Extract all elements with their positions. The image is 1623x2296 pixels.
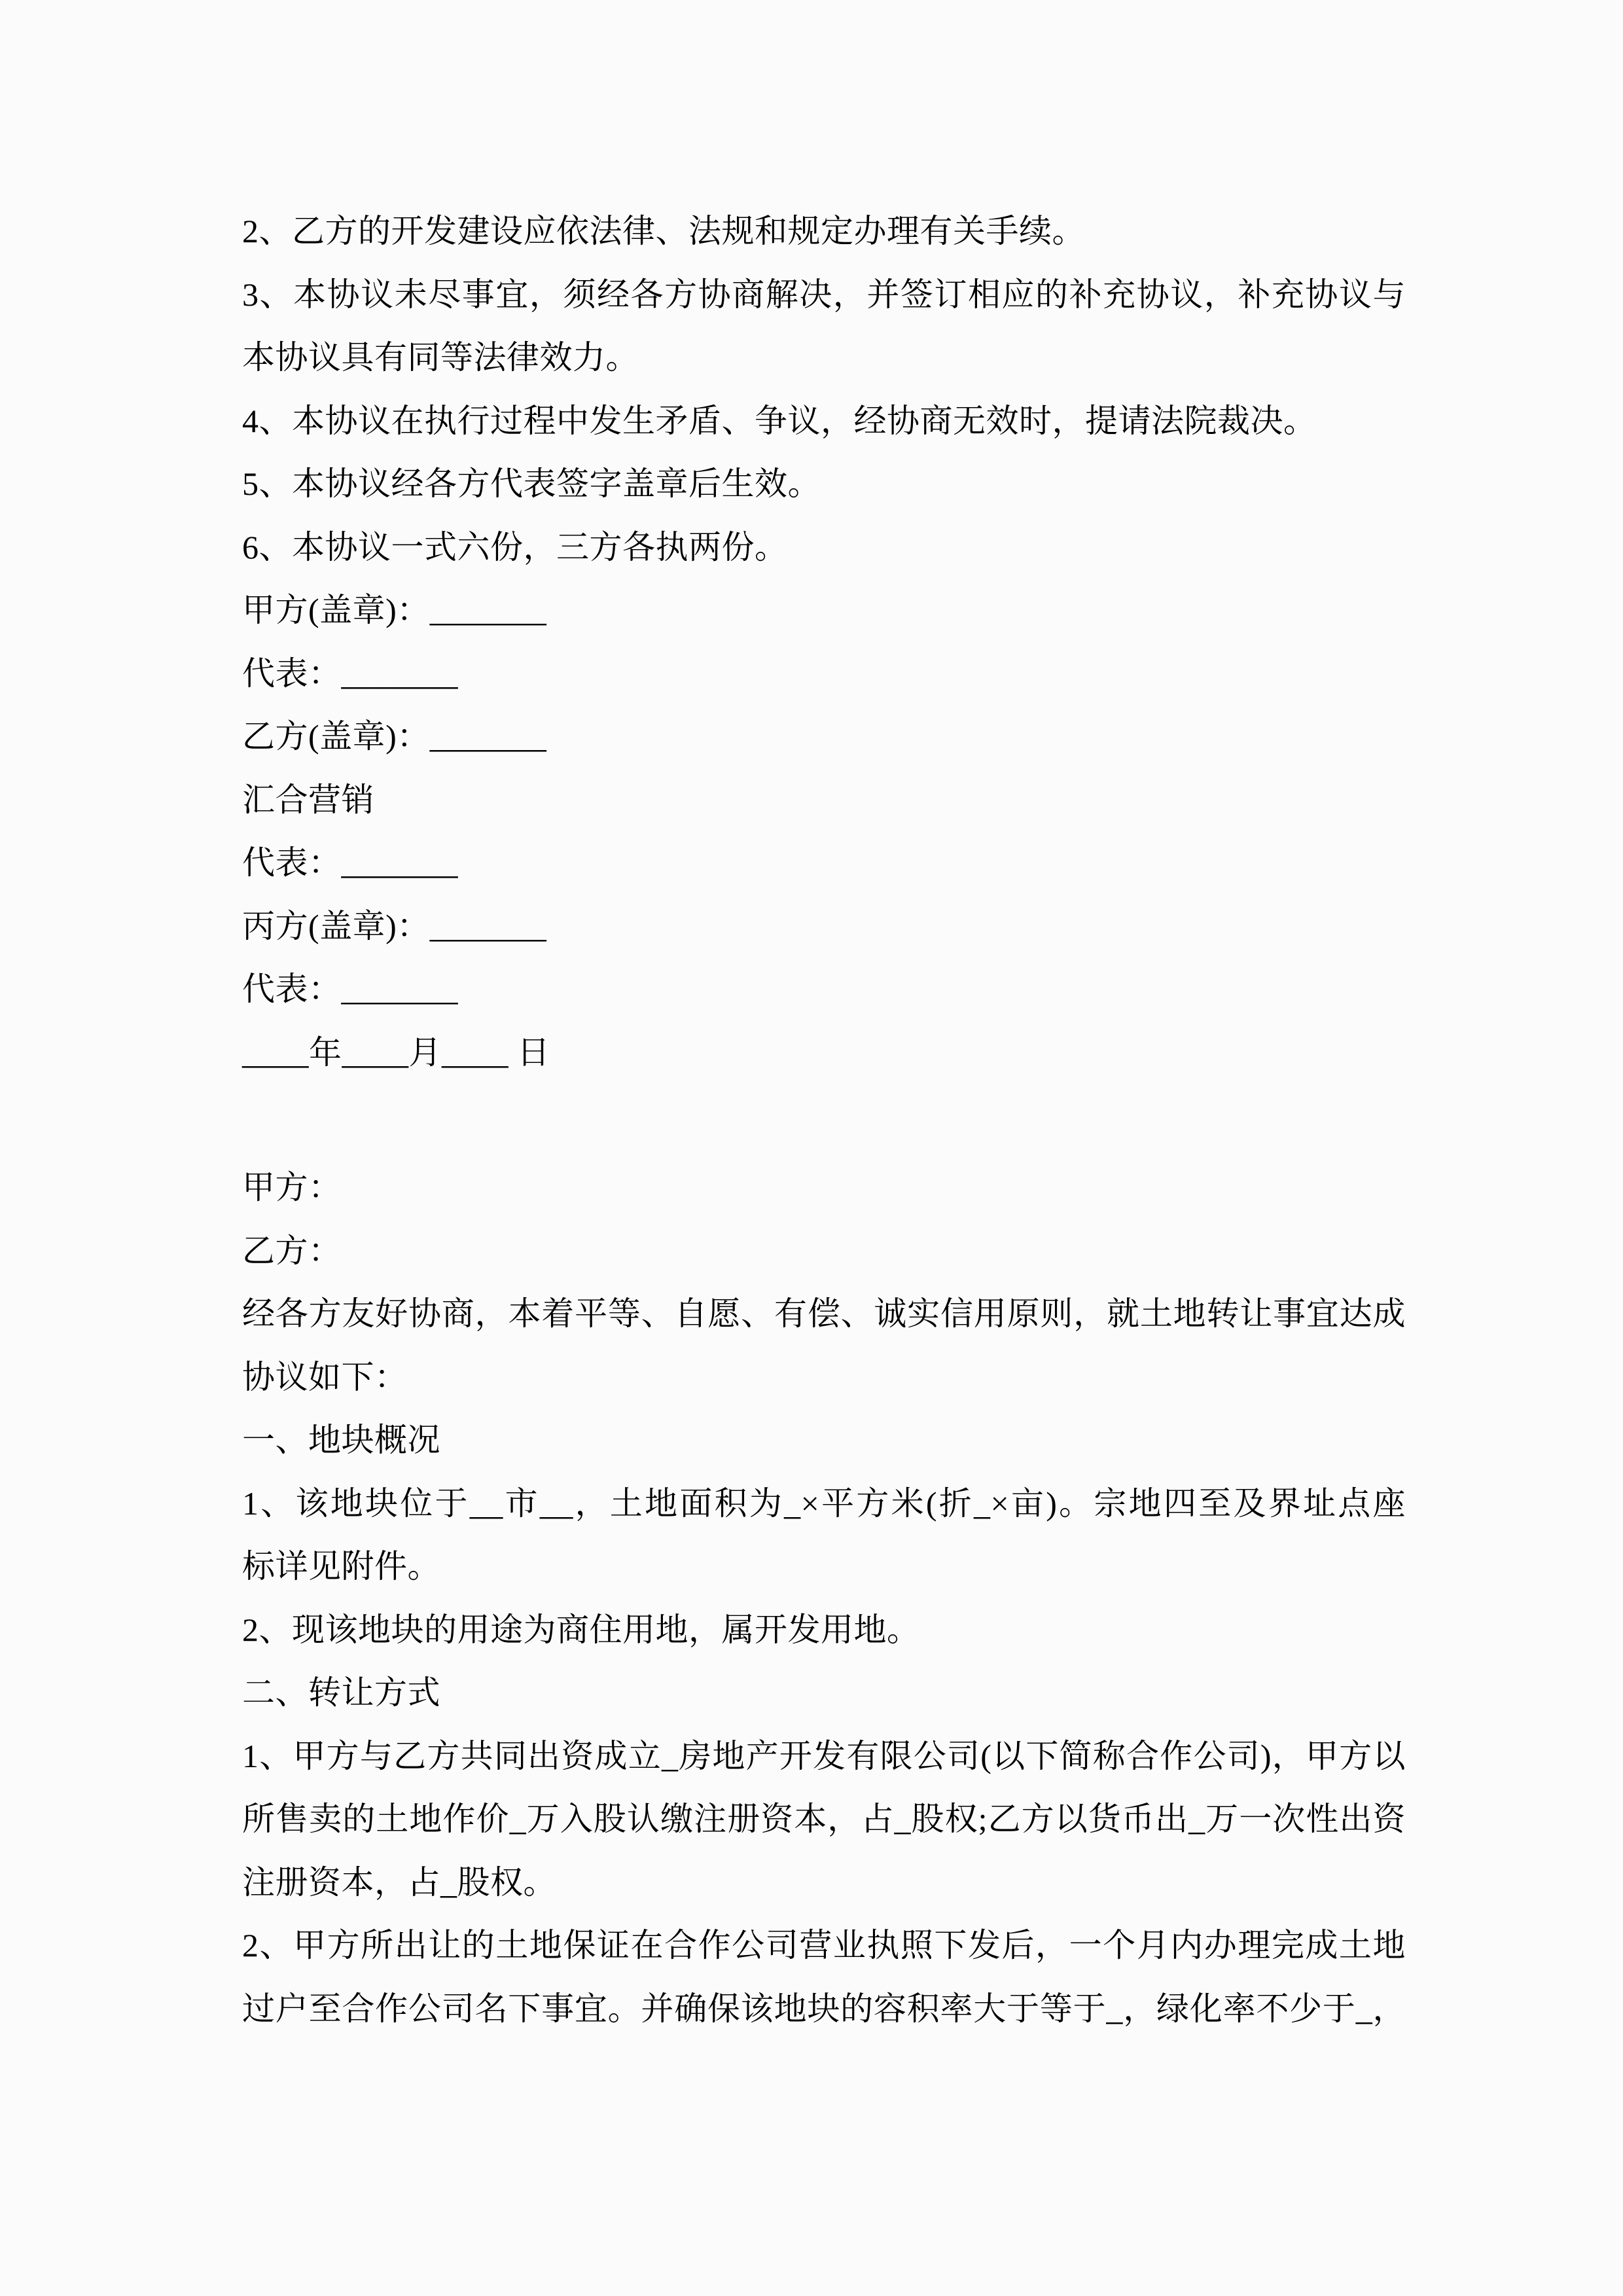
document-text-block xyxy=(242,200,1406,2040)
clause-1-2-line: 2、现该地块的用途为商住用地，属开发用地。 xyxy=(242,1611,920,1648)
party-a-label-line: 甲方： xyxy=(242,1169,342,1206)
clause-1-1-line-2: 标详见附件。 xyxy=(242,1548,440,1585)
section-1-heading: 一、地块概况 xyxy=(242,1422,440,1458)
party-b-label-line: 乙方： xyxy=(242,1232,342,1269)
clause-2-2-line-1: 2、甲方所出让的土地保证在合作公司营业执照下发后，一个月内办理完成土地 xyxy=(242,1927,1406,1964)
section-2-heading: 二、转让方式 xyxy=(242,1674,440,1711)
date-line: ____年____月____ 日 xyxy=(242,1033,550,1071)
clause-2-1-line-1: 1、甲方与乙方共同出资成立_房地产开发有限公司(以下简称合作公司)，甲方以 xyxy=(242,1737,1406,1774)
clause-6-line: 6、本协议一式六份，三方各执两份。 xyxy=(242,528,788,565)
clause-2-line: 2、乙方的开发建设应依法律、法规和规定办理有关手续。 xyxy=(242,213,1085,249)
clause-2-1-line-3: 注册资本，占_股权。 xyxy=(242,1863,556,1901)
party-b-representative-line: 代表：_______ xyxy=(242,844,458,881)
preamble-line-1: 经各方友好协商，本着平等、自愿、有偿、诚实信用原则，就土地转让事宜达成 xyxy=(242,1295,1406,1332)
preamble-line-2: 协议如下： xyxy=(242,1358,408,1395)
party-c-seal-line: 丙方(盖章)：_______ xyxy=(242,907,547,944)
clause-4-line: 4、本协议在执行过程中发生矛盾、争议，经协商无效时，提请法院裁决。 xyxy=(242,402,1317,439)
clause-3-line-2: 本协议具有同等法律效力。 xyxy=(242,339,639,376)
party-a-representative-line: 代表：_______ xyxy=(242,655,458,692)
clause-5-line: 5、本协议经各方代表签字盖章后生效。 xyxy=(242,465,821,502)
clause-1-1-line-1: 1、该地块位于__市__，土地面积为_×平方米(折_×亩)。宗地四至及界址点座 xyxy=(242,1484,1406,1522)
party-c-representative-line: 代表：_______ xyxy=(242,971,458,1007)
clause-3-line-1: 3、本协议未尽事宜，须经各方协商解决，并签订相应的补充协议，补充协议与 xyxy=(242,276,1406,313)
party-b-company-name: 汇合营销 xyxy=(242,781,374,818)
clause-2-1-line-2: 所售卖的土地作价_万入股认缴注册资本，占_股权;乙方以货币出_万一次性出资 xyxy=(242,1801,1406,1837)
party-a-seal-line: 甲方(盖章)：_______ xyxy=(242,592,547,628)
clause-2-2-line-2: 过户至合作公司名下事宜。并确保该地块的容积率大于等于_，绿化率不少于_， xyxy=(242,1990,1406,2027)
party-b-seal-line: 乙方(盖章)：_______ xyxy=(242,718,547,755)
